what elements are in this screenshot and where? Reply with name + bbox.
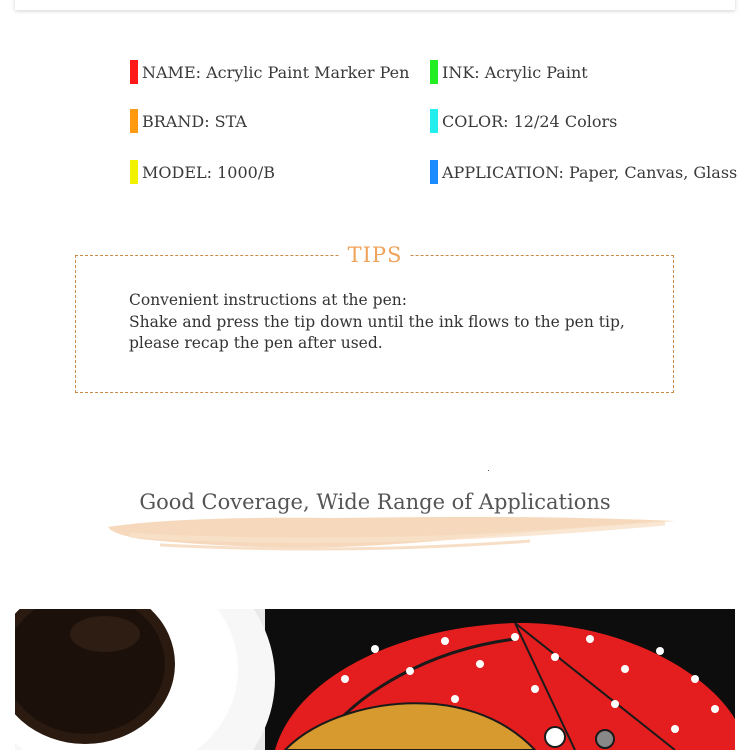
coffee-cup-icon — [15, 609, 275, 750]
spec-ink — [430, 59, 588, 85]
spec-name-swatch — [130, 60, 138, 84]
tips-line: please recap the pen after used. — [129, 334, 383, 352]
spec-name-label: NAME: Acrylic Paint Marker Pen — [142, 62, 410, 82]
spec-brand-swatch — [130, 109, 138, 133]
spec-name — [130, 59, 409, 85]
top-card-edge — [15, 0, 735, 10]
tips-line: Shake and press the tip down until the ink flows to the pen tip, — [129, 312, 625, 331]
spec-color — [430, 108, 617, 134]
tips-text — [129, 290, 669, 355]
stray-dot — [488, 470, 489, 471]
spec-application-label: APPLICATION: Paper, Canvas, Glass — [442, 162, 738, 182]
spec-model-label: MODEL: 1000/B — [142, 162, 275, 182]
spec-ink-label: INK: Acrylic Paint — [442, 62, 588, 82]
product-photo — [15, 609, 735, 750]
tips-title: TIPS — [340, 240, 410, 270]
spec-ink-swatch — [430, 60, 438, 84]
spec-brand-label: BRAND: STA — [142, 111, 247, 131]
spec-brand — [130, 108, 247, 134]
spec-color-label: COLOR: 12/24 Colors — [442, 111, 618, 131]
spec-application — [430, 159, 737, 185]
spec-color-swatch — [430, 109, 438, 133]
tips-line: Convenient instructions at the pen: — [129, 291, 407, 309]
spec-model-swatch — [130, 160, 138, 184]
spec-model — [130, 159, 275, 185]
spec-application-swatch — [430, 160, 438, 184]
section-headline: Good Coverage, Wide Range of Applications — [139, 490, 611, 514]
